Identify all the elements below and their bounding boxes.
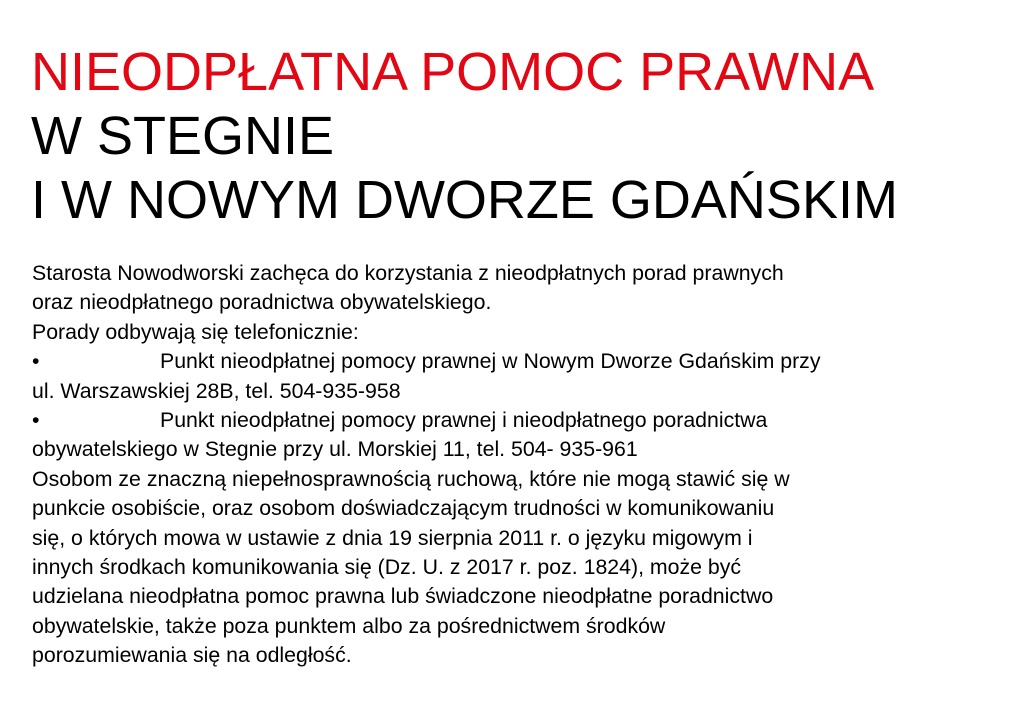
closing-line: się, o których mowa w ustawie z dnia 19 sierpnia 2011 r. o języku migowym i xyxy=(32,525,753,550)
bullet-icon: • xyxy=(32,408,40,433)
list-item-text: Punkt nieodpłatnej pomocy prawnej i nieodpłatnego poradnictwa xyxy=(160,408,768,433)
title-line-1: NIEODPŁATNA POMOC PRAWNA xyxy=(31,42,875,102)
closing-line: punkcie osobiście, oraz osobom doświadczającym trudności w komunikowaniu xyxy=(32,496,775,521)
closing-line: udzielana nieodpłatna pomoc prawna lub świadczone nieodpłatne poradnictwo xyxy=(32,584,774,609)
list-item-continuation: ul. Warszawskiej 28B, tel. 504-935-958 xyxy=(32,378,401,403)
intro-line-1: Starosta Nowodworski zachęca do korzystania z nieodpłatnych porad prawnych xyxy=(32,261,784,285)
list-item xyxy=(32,406,992,435)
title-line-3: I W NOWYM DWORZE GDAŃSKIM xyxy=(31,170,898,230)
closing-line: porozumiewania się na odległość. xyxy=(32,643,352,668)
body-text xyxy=(32,259,992,671)
intro-line-2: oraz nieodpłatnego poradnictwa obywatelskiego. xyxy=(32,290,492,315)
closing-line: obywatelskie, także poza punktem albo za pośrednictwem środków xyxy=(32,613,666,638)
closing-line: Osobom ze znaczną niepełnosprawnością ruchową, które nie mogą stawić się w xyxy=(32,466,790,491)
closing-line: innych środkach komunikowania się (Dz. U. z 2017 r. poz. 1824), może być xyxy=(32,555,742,580)
title-line-2: W STEGNIE xyxy=(31,106,335,166)
bullet-icon: • xyxy=(32,349,40,374)
page-title xyxy=(31,40,898,232)
intro-line-3: Porady odbywają się telefonicznie: xyxy=(32,319,359,344)
list-item-text: Punkt nieodpłatnej pomocy prawnej w Nowym Dworze Gdańskim przy xyxy=(160,349,821,374)
list-item-continuation: obywatelskiego w Stegnie przy ul. Morskiej 11, tel. 504- 935-961 xyxy=(32,437,638,462)
list-item xyxy=(32,347,992,376)
